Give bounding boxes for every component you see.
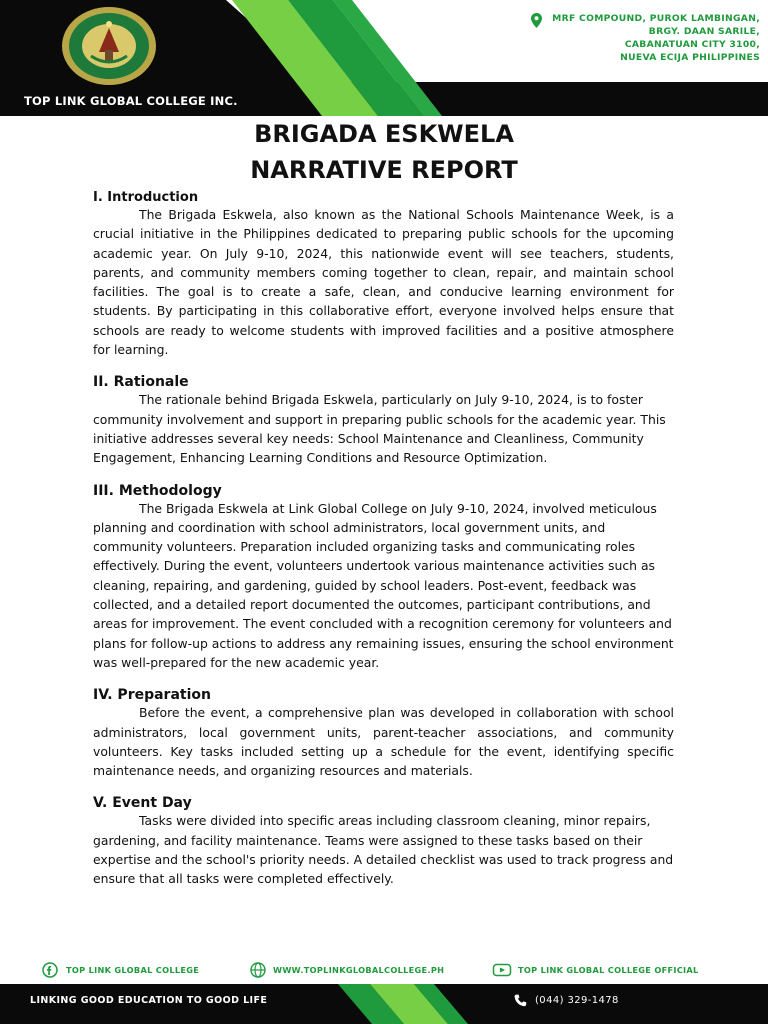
youtube-icon bbox=[492, 962, 512, 978]
section-event-day bbox=[93, 795, 674, 888]
globe-icon bbox=[249, 962, 267, 978]
section-rationale bbox=[93, 374, 674, 467]
phone-number: (044) 329-1478 bbox=[535, 995, 619, 1006]
section-introduction bbox=[93, 190, 674, 359]
letterhead-header bbox=[0, 0, 768, 116]
section-heading: III. Methodology bbox=[93, 482, 222, 499]
footer-bar bbox=[0, 984, 768, 1024]
section-paragraph: Before the event, a comprehensive plan was developed in collaboration with school administrators, local government units, parent-teacher associations, and community volunteers. Key tasks included setting up a schedule for the event, identifying specific maintenance needs, and organizing resources and materials. bbox=[93, 705, 674, 779]
college-name: TOP LINK GLOBAL COLLEGE INC. bbox=[24, 94, 238, 108]
section-paragraph: The Brigada Eskwela, also known as the National Schools Maintenance Week, is a crucial initiative in the Philippines dedicated to preparing public schools for the upcoming academic year. On July 9-10, 2024, this nationwide event will see teachers, students, parents, and community members coming together to clean, repair, and maintain school facilities. The goal is to create a safe, clean, and conducive learning environment for students. By participating in this collaborative effort, everyone involved helps ensure that schools are ready to welcome students with improved facilities and a positive atmosphere for learning. bbox=[93, 207, 674, 358]
facebook-label: TOP LINK GLOBAL COLLEGE bbox=[66, 965, 200, 975]
document-title-line-2: NARRATIVE REPORT bbox=[250, 156, 518, 184]
document-title-line-1: BRIGADA ESKWELA bbox=[254, 120, 514, 148]
college-logo bbox=[61, 6, 157, 86]
map-pin-icon bbox=[531, 13, 542, 28]
college-address bbox=[552, 12, 760, 64]
section-preparation bbox=[93, 687, 674, 780]
phone-contact[interactable] bbox=[514, 994, 619, 1007]
section-paragraph: The rationale behind Brigada Eskwela, particularly on July 9-10, 2024, is to foster community involvement and support in preparing public schools for the academic year. This initiative addresses several key needs: School Maintenance and Cleanliness, Community Engagement, Enhancing Learning Conditions and Resource Optimization. bbox=[93, 392, 666, 466]
address-line: BRGY. DAAN SARILE, bbox=[648, 26, 760, 37]
section-paragraph: The Brigada Eskwela at Link Global College on July 9-10, 2024, involved meticulous planning and coordination with school administrators, local government units, and community volunteers. Preparation included organizing tasks and communicating roles effectively. During the event, volunteers undertook various maintenance activities such as cleaning, repairing, and gardening, guided by school leaders. Post-event, feedback was collected, and a detailed report documented the outcomes, participant contributions, and areas for improvement. The event concluded with a recognition ceremony for volunteers and plans for follow-up actions to address any remaining issues, ensuring the school environment was well-prepared for the new academic year. bbox=[93, 500, 674, 670]
address-line: CABANATUAN CITY 3100, bbox=[624, 39, 760, 50]
report-body bbox=[93, 190, 674, 889]
phone-icon bbox=[514, 994, 527, 1007]
section-heading: IV. Preparation bbox=[93, 687, 211, 704]
section-heading: I. Introduction bbox=[93, 190, 199, 205]
youtube-link[interactable] bbox=[492, 962, 699, 978]
section-methodology bbox=[93, 483, 674, 673]
section-heading: II. Rationale bbox=[93, 374, 189, 391]
footer-tagline: LINKING GOOD EDUCATION TO GOOD LIFE bbox=[30, 995, 268, 1006]
website-link[interactable] bbox=[249, 962, 444, 978]
address-line: MRF COMPOUND, PUROK LAMBINGAN, bbox=[552, 13, 760, 24]
website-label: WWW.TOPLINKGLOBALCOLLEGE.PH bbox=[273, 965, 445, 975]
facebook-link[interactable] bbox=[40, 962, 199, 978]
section-paragraph: Tasks were divided into specific areas including classroom cleaning, minor repairs, gardening, and facility maintenance. Teams were assigned to these tasks based on their expertise and the school's priority needs. A detailed checklist was used to track progress and ensure that all tasks were completed effectively. bbox=[93, 813, 674, 887]
section-heading: V. Event Day bbox=[93, 795, 192, 812]
facebook-icon bbox=[40, 962, 60, 978]
footer-contact-links bbox=[0, 962, 768, 984]
youtube-label: TOP LINK GLOBAL COLLEGE OFFICIAL bbox=[518, 965, 699, 975]
address-line: NUEVA ECIJA PHILIPPINES bbox=[620, 52, 760, 63]
